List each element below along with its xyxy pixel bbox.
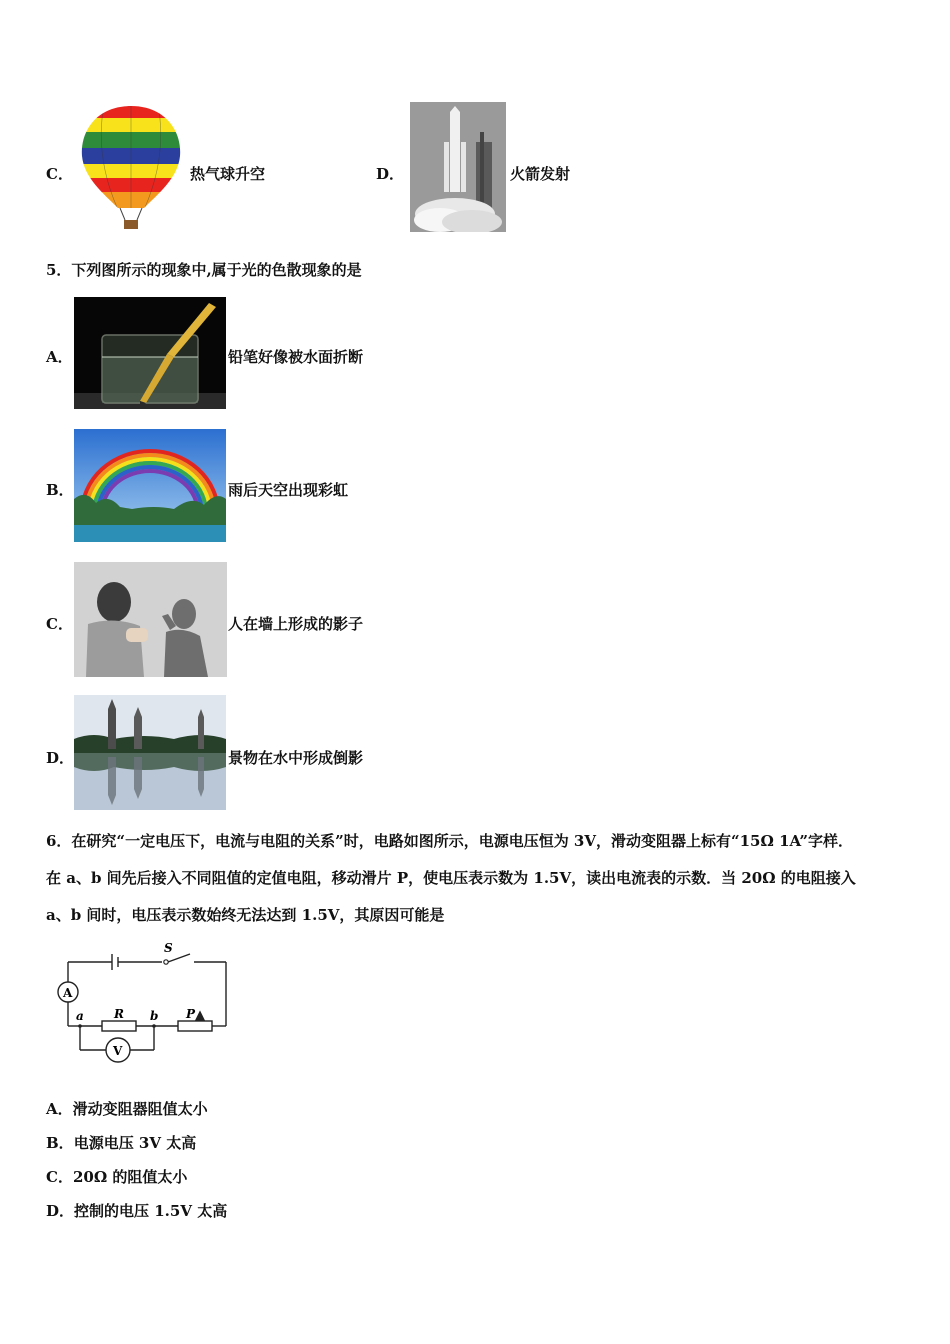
- q6-option-d-label: D．: [46, 1202, 75, 1220]
- q5-option-d-label: D．: [46, 749, 75, 767]
- q6-option-a-label: A．: [46, 1100, 73, 1118]
- circuit-diagram: [50, 940, 235, 1080]
- point-b-label: b: [150, 1009, 159, 1023]
- slider-p-label: P: [186, 1007, 196, 1021]
- q4-option-d-text: 火箭发射: [510, 165, 571, 183]
- q6-option-d-text: 控制的电压 1.5V 太高: [74, 1202, 228, 1220]
- reflection-in-water-image: [74, 695, 226, 810]
- q6-option-a: [46, 1099, 208, 1119]
- q6-stem-line-2: 在 a、b 间先后接入不同阻值的定值电阻，移动滑片 P，使电压表示数为 1.5V，读出电流表的示数．当 20Ω 的电阻接入: [46, 869, 856, 887]
- q6-option-c-label: C．: [46, 1168, 73, 1186]
- q4-option-c-text: 热气球升空: [190, 165, 266, 183]
- q6-option-a-text: 滑动变阻器阻值太小: [72, 1100, 208, 1118]
- q6-stem-line-1: 6．在研究“一定电压下，电流与电阻的关系”时，电路如图所示，电源电压恒为 3V，滑动变阻器上标有“15Ω 1A”字样．: [46, 832, 853, 850]
- q6-option-b-text: 电源电压 3V 太高: [73, 1134, 197, 1152]
- q5-option-a-label: A．: [46, 348, 73, 366]
- q6-option-c-text: 20Ω 的阻值太小: [72, 1168, 188, 1186]
- switch-label: S: [164, 941, 173, 955]
- resistor-label: R: [114, 1007, 124, 1021]
- q6-stem: [46, 823, 916, 934]
- q6-stem-line-3: a、b 间时，电压表示数始终无法达到 1.5V，其原因可能是: [46, 906, 445, 924]
- ammeter-label: A: [63, 986, 73, 1000]
- point-a-label: a: [76, 1009, 84, 1023]
- q4-option-c-label: C．: [46, 165, 73, 183]
- q6-option-b: [46, 1133, 196, 1153]
- rainbow-image: [74, 429, 226, 542]
- q5-option-b-label: B．: [46, 481, 74, 499]
- q5-option-c-text: 人在墙上形成的影子: [228, 615, 364, 633]
- q6-option-b-label: B．: [46, 1134, 74, 1152]
- q5-stem: 5．下列图所示的现象中,属于光的色散现象的是: [46, 261, 362, 279]
- rocket-launch-image: [410, 102, 506, 232]
- q4-option-d-label: D．: [376, 165, 405, 183]
- hot-air-balloon-image: [74, 104, 188, 232]
- q6-option-d: [46, 1201, 227, 1221]
- shadow-on-wall-image: [74, 562, 227, 677]
- pencil-in-water-image: [74, 297, 226, 409]
- q6-option-c: [46, 1167, 187, 1187]
- q5-option-d-text: 景物在水中形成倒影: [228, 749, 364, 767]
- voltmeter-label: V: [113, 1044, 123, 1058]
- q5-option-b-text: 雨后天空出现彩虹: [228, 481, 349, 499]
- q5-option-a-text: 铅笔好像被水面折断: [228, 348, 364, 366]
- q5-option-c-label: C．: [46, 615, 73, 633]
